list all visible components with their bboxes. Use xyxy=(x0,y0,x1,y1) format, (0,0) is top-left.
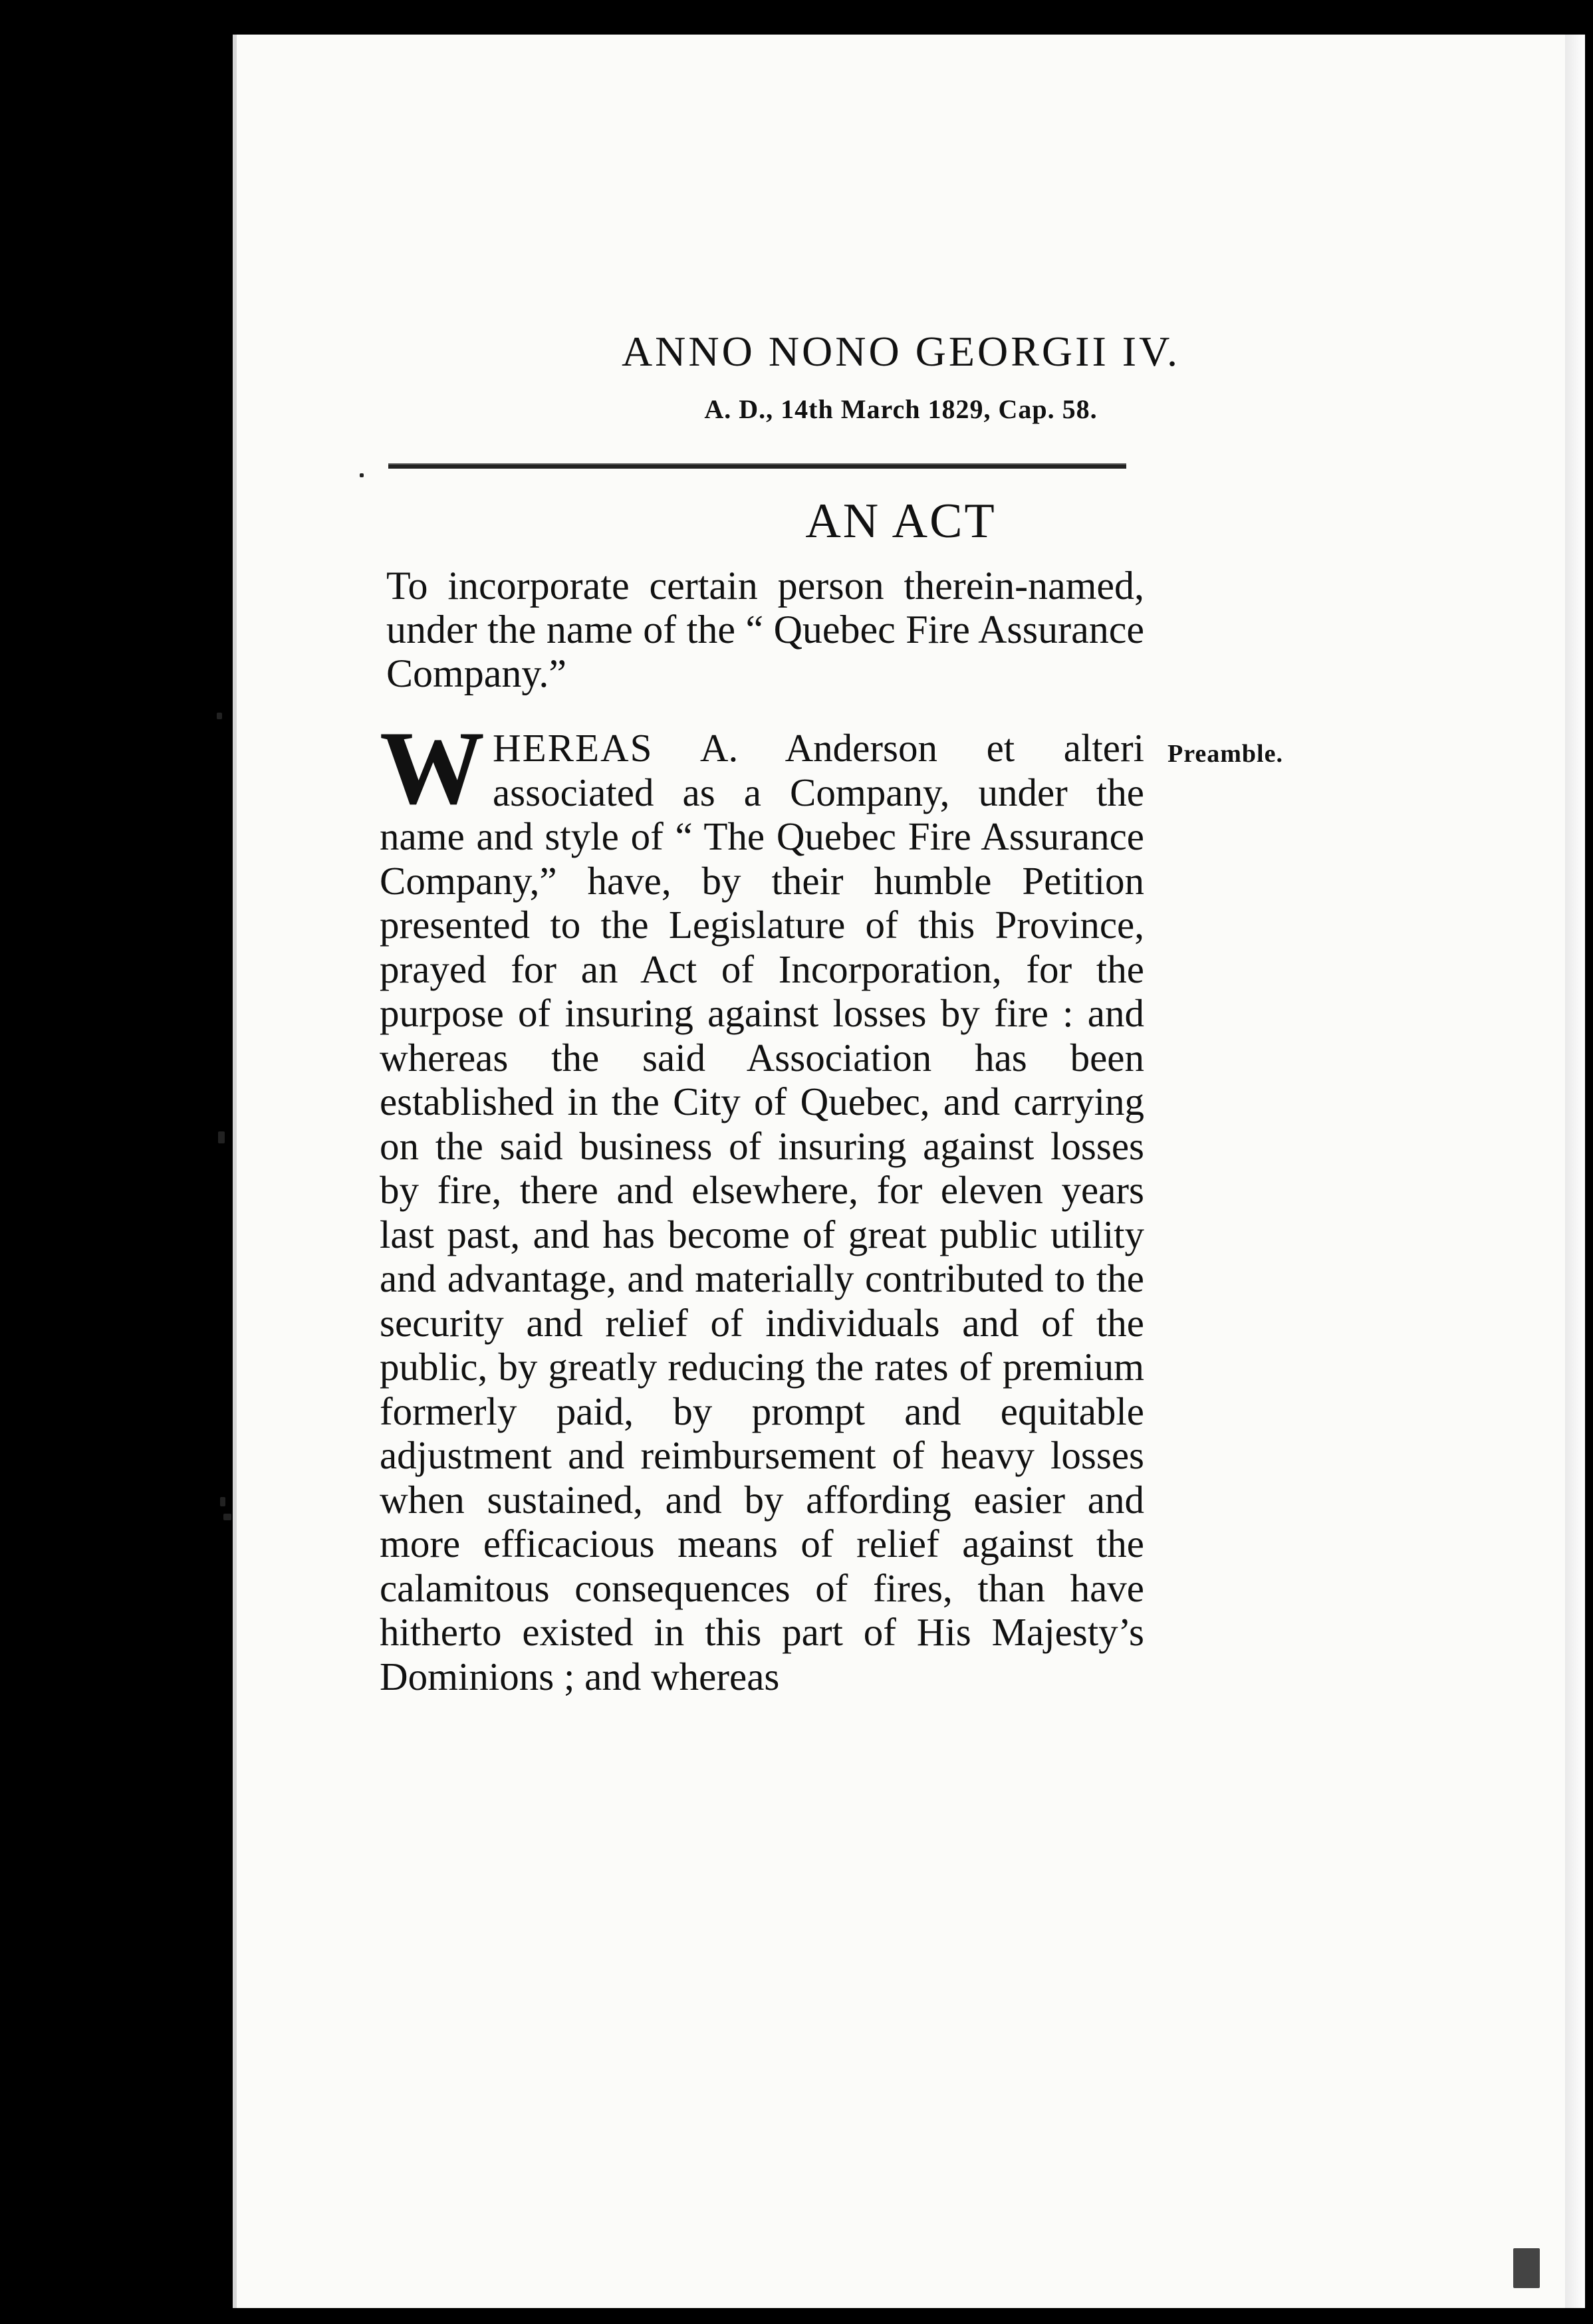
lead-word: HEREAS xyxy=(493,726,654,770)
document-page xyxy=(233,35,1565,2308)
date-line: A. D., 14th March 1829, Cap. 58. xyxy=(704,394,1098,424)
page-edge-shadow xyxy=(1565,35,1585,2308)
header-rule xyxy=(388,463,1126,469)
drop-cap: W xyxy=(380,710,485,826)
marginal-note-preamble: Preamble. xyxy=(1167,740,1283,768)
act-subtitle: To incorporate certain person therein-named, under the name of the “ Quebec Fire Assurance Company.” xyxy=(386,564,1144,695)
body-paragraph: A. Anderson et alteri associated as a Company, under the name and style of “ The Quebec Fire Assurance Company,” have, by their humble Petition presented to the Legislature of this Province, prayed for an Act of Incorporation, for the purpose of insuring against losses by fire : and whereas the said Association has been established in the City of Quebec, and carrying on the said business of insuring against losses by fire, there and elsewhere, for eleven years last past, and has become of great public utility and advantage, and materially contributed to the security and relief of individuals and of the public, by greatly reducing the rates of premium formerly paid, by prompt and equitable adjustment and reimbursement of heavy losses when sustained, and by affording easier and more efficacious means of relief against the calamitous consequences of fires, than have hitherto existed in this part of His Majesty’s Dominions ; and whereas xyxy=(380,726,1144,1698)
act-title: AN ACT xyxy=(805,494,997,548)
running-head: ANNO NONO GEORGII IV. xyxy=(621,328,1181,375)
preamble-text xyxy=(380,710,1144,1698)
